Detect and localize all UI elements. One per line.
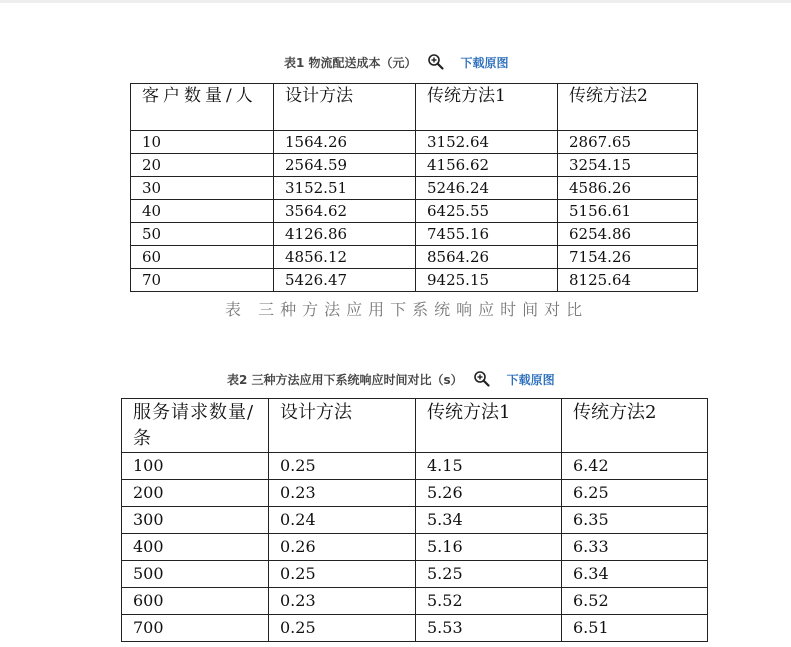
table2-header-cell: 设计方法 (269, 399, 416, 453)
table-cell: 6254.86 (558, 223, 698, 246)
table1-header-cell: 设计方法 (274, 84, 416, 131)
table-row (122, 588, 708, 615)
table1-header-cell: 传统方法2 (558, 84, 698, 131)
table-cell: 400 (122, 534, 269, 561)
table-row (131, 223, 698, 246)
table-row (131, 154, 698, 177)
table-cell: 5.34 (416, 507, 562, 534)
table-cell: 30 (131, 177, 274, 200)
table-cell: 4856.12 (274, 246, 416, 269)
table-row (122, 453, 708, 480)
table-cell: 0.25 (269, 561, 416, 588)
cropped-caption (225, 293, 605, 319)
table-cell: 0.24 (269, 507, 416, 534)
table-cell: 5.53 (416, 615, 562, 642)
table-cell: 0.23 (269, 480, 416, 507)
table-cell: 7455.16 (416, 223, 558, 246)
table-cell: 70 (131, 269, 274, 292)
table-cell: 5246.24 (416, 177, 558, 200)
top-divider (0, 0, 791, 3)
table-cell: 9425.15 (416, 269, 558, 292)
table-cell: 5.26 (416, 480, 562, 507)
table-cell: 500 (122, 561, 269, 588)
table-cell: 0.26 (269, 534, 416, 561)
table-row (122, 534, 708, 561)
table-cell: 2867.65 (558, 131, 698, 154)
table2 (121, 398, 708, 642)
table-row (131, 200, 698, 223)
table-cell: 4126.86 (274, 223, 416, 246)
table1-header-cell: 传统方法1 (416, 84, 558, 131)
table1 (130, 83, 698, 292)
cropped-caption-text: 表 三种方法应用下系统响应时间对比 (225, 300, 589, 319)
table-cell: 600 (122, 588, 269, 615)
table-cell: 5156.61 (558, 200, 698, 223)
table-cell: 6.35 (562, 507, 708, 534)
table-cell: 20 (131, 154, 274, 177)
table-cell: 5.16 (416, 534, 562, 561)
table1-download-link[interactable]: 下载原图 (460, 55, 509, 70)
table-cell: 8564.26 (416, 246, 558, 269)
zoom-in-icon[interactable] (427, 53, 445, 71)
table-cell: 0.25 (269, 615, 416, 642)
table1-caption-bar (284, 52, 509, 72)
table1-header-row (131, 84, 698, 131)
table-row (122, 507, 708, 534)
table1-caption: 表1 物流配送成本（元） (284, 55, 417, 70)
table2-download-link[interactable]: 下载原图 (506, 372, 555, 387)
table-cell: 300 (122, 507, 269, 534)
table-cell: 5426.47 (274, 269, 416, 292)
table-cell: 0.23 (269, 588, 416, 615)
table-row (131, 131, 698, 154)
table-cell: 3152.51 (274, 177, 416, 200)
table-cell: 1564.26 (274, 131, 416, 154)
zoom-in-icon[interactable] (473, 370, 491, 388)
table-cell: 3254.15 (558, 154, 698, 177)
table-cell: 700 (122, 615, 269, 642)
table-row (131, 246, 698, 269)
table1-header-cell: 客户数量/人 (131, 84, 274, 131)
table-cell: 6.25 (562, 480, 708, 507)
table-cell: 0.25 (269, 453, 416, 480)
table-cell: 4.15 (416, 453, 562, 480)
table-row (131, 177, 698, 200)
table-row (122, 561, 708, 588)
table-row (122, 615, 708, 642)
table-cell: 50 (131, 223, 274, 246)
table-cell: 3564.62 (274, 200, 416, 223)
table2-header-cell: 服务请求数量/条 (122, 399, 269, 453)
table-cell: 60 (131, 246, 274, 269)
table-cell: 200 (122, 480, 269, 507)
table2-header-cell: 传统方法2 (562, 399, 708, 453)
table-cell: 40 (131, 200, 274, 223)
table-cell: 3152.64 (416, 131, 558, 154)
table-cell: 5.25 (416, 561, 562, 588)
table-cell: 6.33 (562, 534, 708, 561)
table2-caption: 表2 三种方法应用下系统响应时间对比（s） (227, 372, 463, 387)
table-cell: 100 (122, 453, 269, 480)
table-cell: 6.52 (562, 588, 708, 615)
table-cell: 10 (131, 131, 274, 154)
table-cell: 7154.26 (558, 246, 698, 269)
table2-header-row (122, 399, 708, 453)
table-cell: 8125.64 (558, 269, 698, 292)
table-cell: 6425.55 (416, 200, 558, 223)
table-cell: 5.52 (416, 588, 562, 615)
table-cell: 6.34 (562, 561, 708, 588)
table-cell: 4156.62 (416, 154, 558, 177)
table-cell: 4586.26 (558, 177, 698, 200)
table-cell: 6.42 (562, 453, 708, 480)
table-cell: 2564.59 (274, 154, 416, 177)
table-row (131, 269, 698, 292)
table-row (122, 480, 708, 507)
table2-header-cell: 传统方法1 (416, 399, 562, 453)
table-cell: 6.51 (562, 615, 708, 642)
table2-caption-bar (227, 369, 555, 389)
